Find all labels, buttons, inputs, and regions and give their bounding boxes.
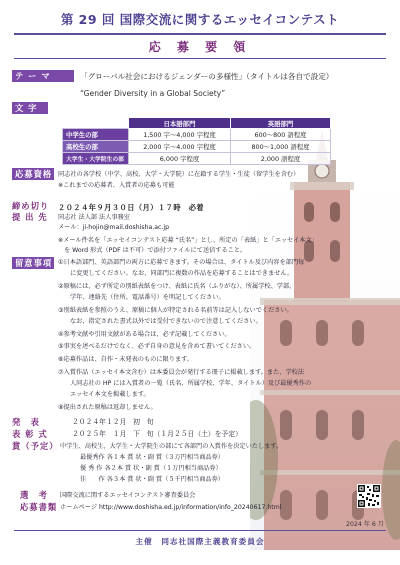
column-header-japanese: 日本語部門 [129, 118, 231, 129]
list-item: ⑦入賞作品（エッセイ本文含む）は本委員会が発行する冊子に掲載します。また、学校法 [58, 369, 305, 376]
word-count-label: 文 字 数 [12, 102, 48, 114]
table-row [63, 141, 331, 153]
word-count-table [62, 117, 331, 165]
list-item: ④参考文献や引用文献がある場合は、必ず記載してください。 [58, 331, 231, 338]
table-row [63, 153, 331, 165]
ceremony-value: ２０２５年 １月 下 旬（１月２５日（土）を予定） [72, 430, 242, 438]
list-item: に変更してください。なお、同部門に複数の作品を応募することはできません。 [70, 270, 294, 277]
ceremony-label: 表 彰 式 [12, 429, 48, 439]
eligibility-text: 同志社の各学校（中学、高校、大学・大学院）に在籍する学生・生徒（留学生を含む） [58, 171, 300, 178]
table-cell: 2,000 語程度 [231, 153, 331, 165]
list-item: ⑥応募作品は、自作・未発表のものに限ります。 [58, 356, 193, 363]
guidelines-heading: 応 募 要 領 [148, 40, 252, 54]
submission-office: 同志社 法人部 法人事務室 [58, 214, 130, 221]
list-item: なお、指定された書式以外では受付できないので注意してください。 [70, 318, 262, 325]
theme-japanese: 「グローバル社会におけるジェンダーの多様性」（タイトルは各自で設定） [80, 72, 334, 81]
table-cell: 800～1,000 語程度 [231, 141, 331, 153]
eligibility-label: 応募資格 [12, 168, 54, 180]
announcement-label: 発 表 [12, 417, 40, 427]
table-header-row [63, 118, 331, 129]
list-item: ①日本語部門、英語部門の両方に応募できます。その場合は、タイトル及び内容を部門毎 [58, 259, 305, 266]
submission-note-cont: を Word 形式（PDF は不可）で添付ファイルにて送信すること。 [64, 247, 247, 254]
prize-honorable: 佳 作 各３本 賞 状・副 賞（５千円相当商品券） [80, 476, 224, 483]
application-form-label: 応募書類 [20, 502, 58, 512]
selection-label: 選 考 [20, 490, 48, 500]
qr-code-icon[interactable] [357, 484, 381, 508]
table-cell: 6,000 字程度 [129, 153, 231, 165]
list-item: 人同志社の HP には入賞者の一覧（氏名、所属学校、学年、タイトル）及び最優秀作の [70, 380, 312, 387]
deadline-value: ２０２４年９月３０日（月）１７時 必着 [58, 203, 205, 212]
prizes-label: 賞（予定） [12, 441, 59, 451]
list-item: ③別紙表紙を参照のうえ、原稿に個人が特定される名前等は記入しないでください。 [58, 307, 293, 314]
table-cell: 2,000 字～4,000 字程度 [129, 141, 231, 153]
row-header: 大学生・大学院生の部 [63, 153, 129, 165]
header-divider [14, 33, 386, 35]
deadline-label: 締め切り [12, 201, 50, 211]
list-item: ⑤事実を述べるだけでなく、必ず自身の意見を含めて書いてください。 [58, 343, 256, 350]
prizes-intro: 中学生、高校生、大学生・大学院生の部にて各部門の入賞作を決定いたします。 [60, 443, 283, 450]
submission-note: ※メール件名を「エッセイコンテスト応募 “氏名”」とし、所定の「表紙」と「エッセイ本文」 [58, 237, 318, 244]
list-item: エッセイ本文を掲載します。 [70, 391, 150, 398]
column-header-english: 英語部門 [231, 118, 331, 129]
subheader-divider [14, 58, 386, 59]
issue-date: 2024 年 6 月 [346, 521, 384, 528]
contest-title: 第 29 回 国際交流に関するエッセイコンテスト [60, 12, 340, 27]
list-item: ②原稿には、必ず所定の別紙表紙をつけ、表紙に氏名（ふりがな）、所属学校、学部、 [58, 283, 296, 290]
row-header: 中学生の部 [63, 129, 129, 141]
announcement-value: ２０２４年１２月 初 旬 [72, 418, 154, 426]
footer-divider [14, 530, 386, 531]
row-header: 高校生の部 [63, 141, 129, 153]
eligibility-note: ※これまでの応募者、入賞者の応募も可能 [58, 182, 175, 189]
prize-excellent: 優 秀 作 各２本 賞 状・副 賞（１万円相当商品券） [80, 465, 222, 472]
submission-email[interactable]: メール：ji-hojin@mail.doshisha.ac.jp [58, 224, 170, 231]
selection-value: 国際交流に関するエッセイコンテスト審査委員会 [60, 492, 196, 499]
table-cell: 1,500 字～4,000 字程度 [129, 129, 231, 141]
notes-label: 留意事項 [12, 257, 54, 269]
table-row [63, 129, 331, 141]
list-item: ⑧提出された原稿は返却しません。 [58, 404, 157, 411]
table-corner [63, 118, 129, 129]
theme-english: “Gender Diversity in a Global Society” [80, 89, 226, 98]
list-item: 学年、連絡先（住所、電話番号）を明記してください。 [70, 294, 225, 301]
prize-grand: 最優秀作 各１本 賞 状・副 賞（３万円相当商品券） [80, 454, 224, 461]
table-cell: 600～800 語程度 [231, 129, 331, 141]
organizer: 主催 同志社国際主義教育委員会 [135, 537, 265, 546]
application-form-link[interactable]: ホームページ http://www.doshisha.ed.jp/information/info_20240617.html [60, 504, 282, 511]
theme-label: テ ー マ [12, 70, 74, 82]
submission-label: 提 出 先 [12, 212, 48, 222]
